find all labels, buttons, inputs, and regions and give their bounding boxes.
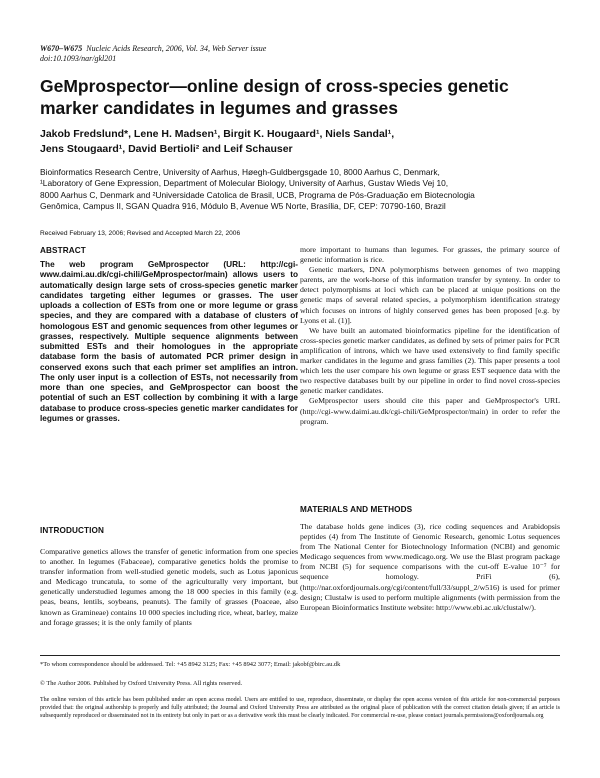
right-column-text bbox=[300, 245, 560, 427]
footnote-divider bbox=[40, 655, 560, 656]
methods-heading: MATERIALS AND METHODS bbox=[300, 505, 413, 514]
affiliation-line-4: Genômica, Campus II, SGAN Quadra 916, Módulo B, Avenue W5 Norte, Brasília, DF, CEP: 70790-160, Brazil bbox=[40, 200, 446, 211]
introduction-heading: INTRODUCTION bbox=[40, 526, 104, 535]
correspondence-footnote: *To whom correspondence should be addressed. Tel: +45 8942 3125; Fax: +45 8942 3077; Email: jakobf@birc.au.dk bbox=[40, 661, 341, 668]
affiliation-line-2: ¹Laboratory of Gene Expression, Department of Molecular Biology, University of Aarhus, Gustav Wieds Vej 10, bbox=[40, 178, 449, 189]
doi: doi:10.1093/nar/gkl201 bbox=[40, 54, 117, 63]
affiliation-line-1: Bioinformatics Research Centre, University of Aarhus, Høegh-Guldbergsgade 10, 8000 Aarhus C, Denmark, bbox=[40, 167, 440, 177]
paragraph-grasses: more important to humans than legumes. For grasses, the primary source of genetic information is rice. bbox=[300, 245, 560, 265]
paragraph-genetic-markers: Genetic markers, DNA polymorphisms between genomes of two mapping parents, are the work-horse of this information transfer by synteny. In order to detect polymorphisms at loci which can be placed at unique positions on the genetic maps of several related species, a polymorphism identification strategy which focuses on introns of highly conserved genes has been proposed [e.g. by Lyons et al. (1)]. bbox=[300, 265, 560, 325]
page-range: W670–W675 bbox=[40, 44, 83, 53]
journal-citation: Nucleic Acids Research, 2006, Vol. 34, Web Server issue bbox=[86, 44, 267, 53]
affiliation-line-3: 8000 Aarhus C, Denmark and ²Universidade Catolica de Brasil, UCB, Programa de Pós-Graduação em Biotecnologia bbox=[40, 189, 475, 200]
received-dates: Received February 13, 2006; Revised and Accepted March 22, 2006 bbox=[40, 230, 241, 237]
affiliations bbox=[40, 167, 580, 212]
authors-line-1: Jakob Fredslund*, Lene H. Madsen¹, Birgit K. Hougaard¹, Niels Sandal¹, bbox=[40, 128, 395, 140]
authors-line-2: Jens Stougaard¹, David Bertioli² and Leif Schauser bbox=[40, 143, 293, 155]
abstract-heading: ABSTRACT bbox=[40, 246, 86, 255]
author-list bbox=[40, 127, 570, 157]
article-title: GeMprospector—online design of cross-species genetic marker candidates in legumes and grasses bbox=[40, 76, 509, 118]
introduction-text: Comparative genetics allows the transfer of genetic information from one species to another. In legumes (Fabaceae), comparative genetics holds the promise to transfer information from well-studied genetic models, such as Lotus japonicus and Medicago truncatula, to some of the agriculturally very important, but genetically understudied legumes among the 18 000 species in this family (e.g. peas, beans, lentils, soybeans, peanuts). The family of grasses (Poaceae, also known as Gramineae) contains 10 000 species including rice, wheat, barley, maize and forage grasses; it is the only family of plants bbox=[40, 547, 298, 627]
abstract-text: The web program GeMprospector (URL: http://cgi-www.daimi.au.dk/cgi-chili/GeMprospector/main) allows users to automatically design large sets of cross-species genetic marker candidates targeting either legumes or grasses. The user uploads a collection of ESTs from one or more legume or grass species, and they are compared with a database of clusters of homologous EST and genomic sequences from other legumes or grasses, respectively. Multiple sequence alignments between submitted ESTs and their homologues in the appropriate database form the basis of automated PCR primer design in conserved exons such that each primer set amplifies an intron. The only user input is a collection of ESTs, not necessarily from more than one species, and GeMprospector can boost the potential of such an EST collection by combining it with a large database to produce cross-species genetic marker candidates for legumes or grasses. bbox=[40, 260, 298, 423]
running-header bbox=[40, 44, 266, 64]
paragraph-citation: GeMprospector users should cite this paper and GeMprospector's URL (http://cgi-www.daimi.au.dk/cgi-chili/GeMprospector/main) in order to refer the program. bbox=[300, 396, 560, 426]
methods-text: The database holds gene indices (3), rice coding sequences and Arabidopsis peptides (4) from The Institute of Genomic Research, genomic Lotus sequences from The National Center for Biotechnology Information (NCBI) and genomic Medicago sequences from www.medicago.org. We use the Blast program package from NCBI (5) for sequence comparisons with the cut-off E-value 10⁻⁷ for sequence homology. PriFi (6), (http://nar.oxfordjournals.org/cgi/content/full/33/suppl_2/w516) is used for primer design; Clustalw is used to perform multiple alignments (with permission from the European Bioinformatics Institute website: http://www.ebi.ac.uk/clustalw/). bbox=[300, 522, 560, 612]
copyright-notice: © The Author 2006. Published by Oxford University Press. All rights reserved. bbox=[40, 680, 243, 687]
paragraph-pipeline: We have built an automated bioinformatics pipeline for the identification of cross-species genetic marker candidates, as defined by sets of primer pairs for PCR amplification of introns, which we have used extensively to find family specific marker candidates in the legume and grass families (2). This paper presents a tool which lets the user compare his own legume or grass EST sequence data with the two respective databases built by our pipeline in order to find novel cross-species genetic marker candidates. bbox=[300, 325, 560, 396]
license-notice: The online version of this article has been published under an open access model. Users are entitled to use, reproduce, disseminate, or display the open access version of this article for non-commercial purposes provided that: the original authorship is properly and fully attributed; the Journal and Oxford University Press are attributed as the original place of publication with the correct citation details given; if an article is subsequently reproduced or disseminated not in its entirety but only in part or as a derivative work this must be clearly indicated. For commercial re-use, please contact journals.permissions@oxfordjournals.org bbox=[40, 697, 560, 720]
